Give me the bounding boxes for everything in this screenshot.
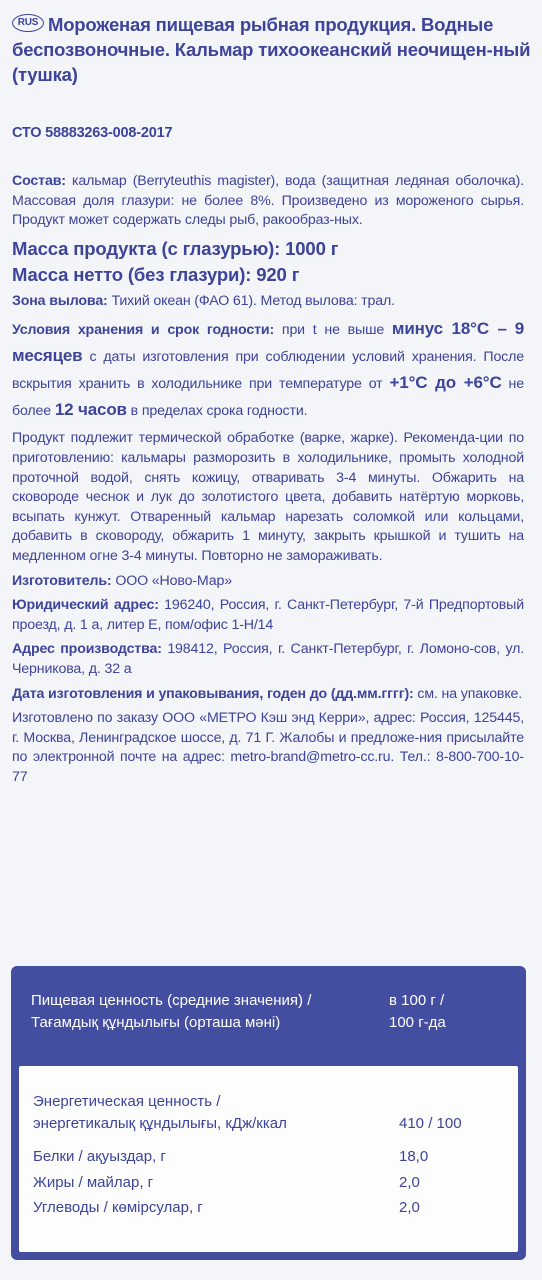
storage-temperature: минус 18°С – bbox=[391, 319, 507, 339]
ordered-by: Изготовлено по заказу ООО «МЕТРО Кэш энд Керри», адрес: Россия, 125445, г. Москва, Ленинградское шоссе, д. 71 Г. Жалобы и предложе-ния присылайте по электронной почте на адрес: metro-brand@metro-cc.ru. Тел.: 8-800-700-10-77 bbox=[12, 710, 524, 785]
nutrition-row-label: энергетикалық құндылығы, кДж/ккал bbox=[33, 1115, 287, 1132]
composition bbox=[12, 172, 524, 231]
storage-text-3: не более bbox=[12, 376, 524, 420]
language-badge: RUS bbox=[12, 14, 44, 32]
composition-label: Состав: bbox=[12, 173, 66, 189]
nutrition-header-line2: Тағамдық құндылығы (орташа мәні) bbox=[31, 1014, 281, 1031]
shelf-life: 9 месяцев bbox=[12, 319, 525, 366]
composition-text: кальмар (Berryteuthis magister), вода (защитная ледяная оболочка). Массовая доля глазури: не более 8%. Произведено из мороженого сырья. Продукт может содержать следы рыб, ракообраз-ных. bbox=[12, 173, 524, 229]
storage-conditions bbox=[12, 316, 524, 424]
nutrition-per-line2: 100 г-да bbox=[389, 1014, 446, 1031]
nutrition-row-label: Жиры / майлар, г bbox=[33, 1174, 154, 1191]
storage-temperature-opened: +1°С до +6°С bbox=[389, 373, 502, 393]
manufacturer-text: ООО «Ново-Мар» bbox=[115, 572, 232, 589]
production-dates bbox=[12, 685, 524, 705]
legal-address-text: 196240, Россия, г. Санкт-Петербург, 7-й Предпортовый проезд, д. 1 а, литер Е, пом/офис 1-Н/14 bbox=[12, 597, 525, 633]
mass-net: Масса нетто (без глазури): 920 г bbox=[12, 263, 300, 285]
manufacturer-label: Изготовитель: bbox=[12, 572, 112, 589]
production-dates-label: Дата изготовления и упаковывания, годен до (дд.мм.гггг): bbox=[12, 685, 414, 702]
nutrition-row-value: 2,0 bbox=[399, 1199, 420, 1216]
product-title: Мороженая пищевая рыбная продукция. Водные беспозвоночные. Кальмар тихоокеанский неочищен-ный (тушка) bbox=[12, 14, 531, 85]
production-address-text: 198412, Россия, г. Санкт-Петербург, г. Ломоно-сов, ул. Черникова, д. 32 а bbox=[12, 641, 524, 677]
storage-label: Условия хранения и срок годности: bbox=[12, 322, 275, 339]
storage-text-2: с даты изготовления при соблюдении условий хранения. После вскрытия хранить в холодильнике при температуре от bbox=[12, 349, 524, 393]
storage-text-4: в пределах срока годности. bbox=[130, 403, 308, 420]
manufacturer bbox=[12, 572, 524, 592]
legal-address bbox=[12, 596, 524, 635]
nutrition-row-label-line1: Энергетическая ценность / bbox=[33, 1093, 221, 1110]
catch-zone-text: Тихий океан (ФАО 61). Метод вылова: трал. bbox=[111, 292, 395, 309]
nutrition-row-value: 18,0 bbox=[399, 1148, 429, 1165]
mass-glazed: Масса продукта (с глазурью): 1000 г bbox=[12, 237, 339, 259]
nutrition-row-value: 2,0 bbox=[399, 1174, 420, 1191]
storage-text-1: при t не выше bbox=[281, 322, 385, 339]
standard-code: СТО 58883263-008-2017 bbox=[12, 125, 173, 141]
nutrition-row-label: Белки / ақуыздар, г bbox=[33, 1148, 166, 1165]
legal-address-label: Юридический адрес: bbox=[12, 597, 159, 614]
catch-zone bbox=[12, 292, 524, 312]
storage-hours: 12 часов bbox=[54, 400, 127, 420]
nutrition-per-line1: в 100 г / bbox=[389, 992, 445, 1009]
nutrition-row-value: 410 / 100 bbox=[399, 1115, 462, 1132]
production-address-label: Адрес производства: bbox=[12, 641, 162, 658]
nutrition-values bbox=[19, 1066, 518, 1252]
product-title-block bbox=[12, 12, 532, 87]
production-dates-text: см. на упаковке. bbox=[417, 685, 523, 702]
catch-zone-label: Зона вылова: bbox=[12, 292, 108, 309]
production-address bbox=[12, 640, 524, 679]
label-text bbox=[12, 172, 524, 792]
nutrition-row-label: Углеводы / көмірсулар, г bbox=[33, 1199, 203, 1216]
nutrition-header-line1: Пищевая ценность (средние значения) / bbox=[31, 992, 312, 1009]
nutrition-table bbox=[11, 966, 526, 1260]
cooking-instructions: Продукт подлежит термической обработке (варке, жарке). Рекоменда-ции по приготовлению: кальмары разморозить в холодильнике, промыть холодной проточной водой, снять кожицу, отваривать 3-4 минуты. Обжарить на сковороде чеснок и лук до золотистого цвета, добавить натёртую морковь, всыпать кунжут. Отваренный кальмар нарезать соломкой или кольцами, добавить в сковороду, обжарить 1 минуту, закрыть крышкой и тушить на медленном огне 3-4 минуты. Повторно не замораживать. bbox=[12, 430, 524, 564]
